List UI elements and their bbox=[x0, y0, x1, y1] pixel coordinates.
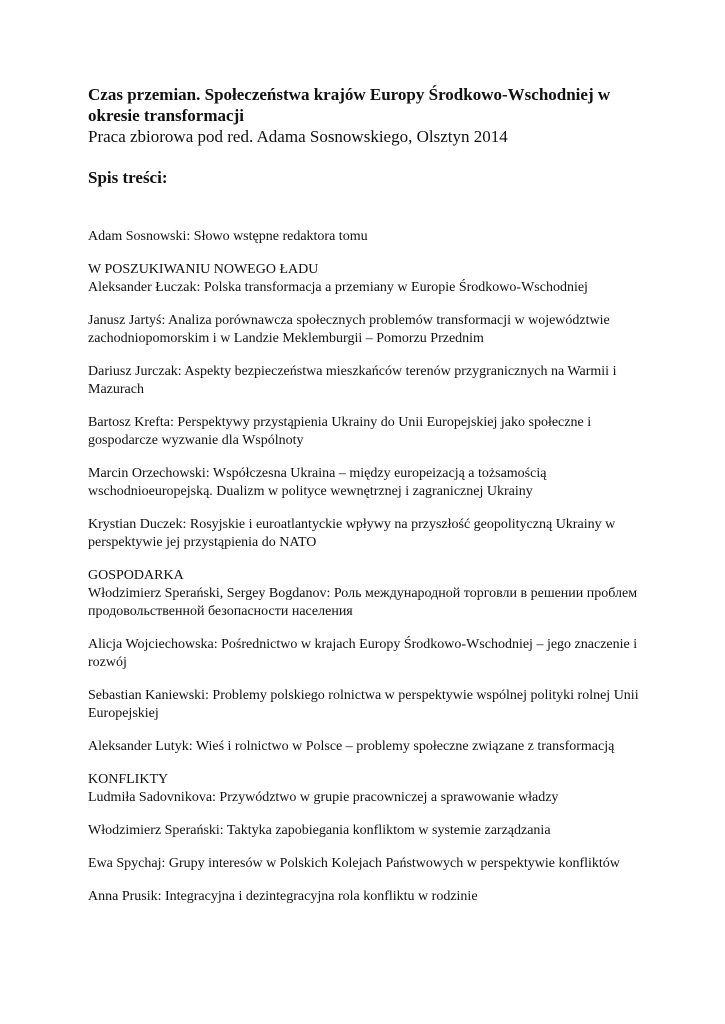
toc-entry-text: Ewa Spychaj: Grupy interesów w Polskich Kolejach Państwowych w perspektywie konfliktów bbox=[88, 856, 620, 871]
toc-entry bbox=[88, 822, 648, 840]
table-of-contents bbox=[88, 228, 648, 906]
toc-section-heading: KONFLIKTY bbox=[88, 772, 169, 787]
toc-entry bbox=[88, 636, 648, 672]
toc-entry bbox=[88, 888, 648, 906]
document-page bbox=[88, 84, 648, 921]
toc-section-heading: GOSPODARKA bbox=[88, 568, 184, 583]
toc-entry bbox=[88, 465, 648, 501]
toc-entry-text: Krystian Duczek: Rosyjskie i euroatlantyckie wpływy na przyszłość geopolityczną Ukrainy w perspektywie jej przystąpienia do NATO bbox=[88, 517, 616, 550]
toc-heading: Spis treści: bbox=[88, 168, 168, 187]
toc-entry bbox=[88, 855, 648, 873]
document-subtitle: Praca zbiorowa pod red. Adama Sosnowskiego, Olsztyn 2014 bbox=[88, 127, 508, 146]
toc-entry-text: Włodzimierz Sperański, Sergey Bogdanov: Роль международной торговли в решении проблем продовольственной безопасности населения bbox=[88, 586, 638, 619]
toc-entry-text: Aleksander Łuczak: Polska transformacja a przemiany w Europie Środkowo-Wschodniej bbox=[88, 280, 588, 295]
toc-entry bbox=[88, 312, 648, 348]
toc-entry-text: Włodzimierz Sperański: Taktyka zapobiegania konfliktom w systemie zarządzania bbox=[88, 823, 551, 838]
toc-entry bbox=[88, 516, 648, 552]
toc-entry-text: Marcin Orzechowski: Współczesna Ukraina – między europeizacją a tożsamością wschodnioeuropejską. Dualizm w polityce wewnętrznej i zagranicznej Ukrainy bbox=[88, 466, 547, 499]
toc-entry-text: Ludmiła Sadovnikova: Przywództwo w grupie pracowniczej a sprawowanie władzy bbox=[88, 790, 559, 805]
toc-entry bbox=[88, 363, 648, 399]
document-title: Czas przemian. Społeczeństwa krajów Europy Środkowo-Wschodniej w okresie transformacji bbox=[88, 85, 611, 125]
toc-entry bbox=[88, 261, 648, 297]
toc-entry bbox=[88, 228, 648, 246]
toc-entry-text: Dariusz Jurczak: Aspekty bezpieczeństwa mieszkańców terenów przygranicznych na Warmii i Mazurach bbox=[88, 364, 617, 397]
toc-entry bbox=[88, 738, 648, 756]
toc-entry bbox=[88, 414, 648, 450]
toc-section-heading: W POSZUKIWANIU NOWEGO ŁADU bbox=[88, 262, 319, 277]
toc-entry-text: Anna Prusik: Integracyjna i dezintegracyjna rola konfliktu w rodzinie bbox=[88, 889, 478, 904]
toc-entry bbox=[88, 687, 648, 723]
toc-entry bbox=[88, 567, 648, 621]
toc-entry-text: Adam Sosnowski: Słowo wstępne redaktora tomu bbox=[88, 229, 368, 244]
toc-entry-text: Sebastian Kaniewski: Problemy polskiego rolnictwa w perspektywie wspólnej polityki rolnej Unii Europejskiej bbox=[88, 688, 639, 721]
toc-entry-text: Bartosz Krefta: Perspektywy przystąpienia Ukrainy do Unii Europejskiej jako społeczne i gospodarcze wyzwanie dla Wspólnoty bbox=[88, 415, 592, 448]
toc-entry bbox=[88, 771, 648, 807]
toc-entry-text: Aleksander Lutyk: Wieś i rolnictwo w Polsce – problemy społeczne związane z transformacją bbox=[88, 739, 615, 754]
toc-entry-text: Janusz Jartyś: Analiza porównawcza społecznych problemów transformacji w województwie zachodniopomorskim i w Landzie Meklemburgii – Pomorzu Przednim bbox=[88, 313, 610, 346]
toc-entry-text: Alicja Wojciechowska: Pośrednictwo w krajach Europy Środkowo-Wschodniej – jego znaczenie i rozwój bbox=[88, 637, 638, 670]
